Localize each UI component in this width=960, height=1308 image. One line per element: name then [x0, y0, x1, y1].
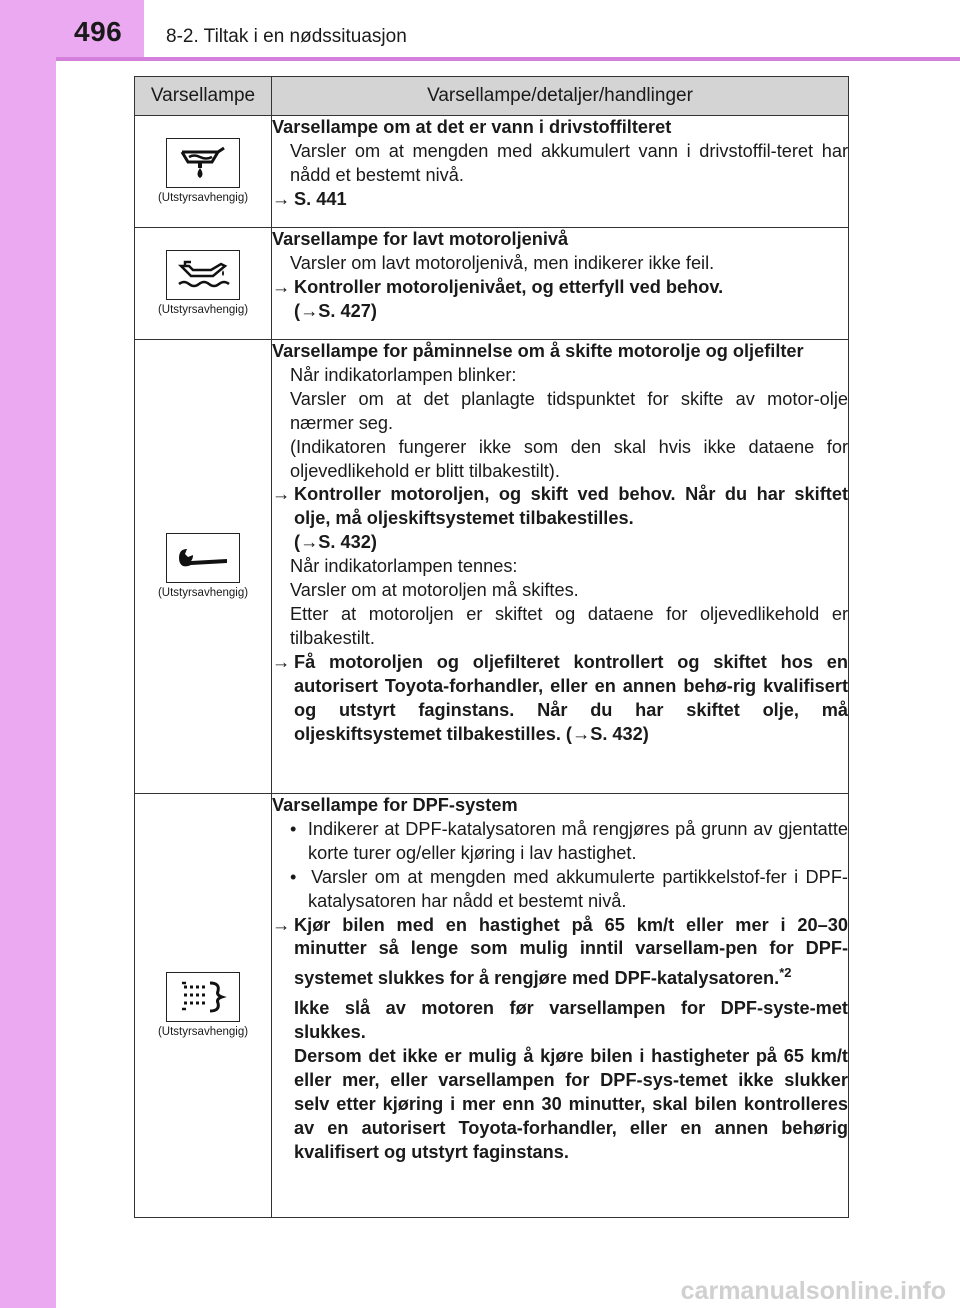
- detail-cell: [272, 116, 849, 228]
- table-row: [135, 794, 849, 1218]
- header-rule: [56, 57, 960, 61]
- paragraph: Etter at motoroljen er skiftet og dataene for oljevedlikehold er tilbakestilt.: [290, 603, 848, 648]
- footnote-marker: *2: [779, 965, 792, 981]
- paragraph: Når indikatorlampen blinker:: [290, 364, 517, 385]
- icon-cell: [135, 116, 272, 228]
- description: Varsler om lavt motoroljenivå, men indikerer ikke feil.: [290, 252, 715, 273]
- table-row: [135, 116, 849, 228]
- page-number: 496: [74, 16, 123, 47]
- arrow-icon: →: [272, 914, 291, 935]
- arrow-icon: →: [272, 276, 291, 297]
- low-engine-oil-level-icon: [166, 250, 240, 300]
- icon-cell: [135, 228, 272, 340]
- table-row: [135, 228, 849, 340]
- paragraph: Ikke slå av motoren før varsellampen for DPF-syste-met slukkes.: [294, 998, 848, 1043]
- paragraph: Dersom det ikke er mulig å kjøre bilen i hastigheter på 65 km/t eller mer, eller varsellampen for DPF-sys-temet ikke slukker selv etter kjøring i mer enn 30 minutter, skal bilen kontrolleres av en autorisert Toyota-forhandler, eller en annen behørig kvalifisert og utstyrt faginstans.: [294, 1046, 848, 1162]
- column-header-lamp: Varsellampe: [135, 77, 272, 116]
- page-reference: (→S. 427): [294, 300, 377, 321]
- icon-cell: [135, 794, 272, 1218]
- watermark: carmanualsonline.info: [680, 1277, 946, 1305]
- detail-cell: [272, 794, 849, 1218]
- sidebar-color-band: [0, 0, 56, 1308]
- page-reference: → S. 441: [272, 188, 848, 212]
- detail-cell: [272, 228, 849, 340]
- page-reference: (→S. 432): [294, 532, 377, 553]
- paragraph: Varsler om at motoroljen må skiftes.: [290, 580, 579, 601]
- description: Varsler om at mengden med akkumulert vann i drivstoffil-teret har nådd et bestemt nivå.: [290, 140, 848, 185]
- paragraph: Varsler om at det planlagte tidspunktet for skifte av motor-olje nærmer seg.: [290, 388, 848, 433]
- action: → Kjør bilen med en hastighet på 65 km/t eller mer i 20–30 minutter så lenge som mulig inntil varsellam-pen for DPF-systemet slukkes for å rengjøre med DPF-katalysatoren.$^{*2}$: [272, 914, 848, 989]
- lamp-title: Varsellampe for DPF-system: [272, 795, 518, 815]
- arrow-icon: →: [272, 484, 291, 505]
- table-row: [135, 340, 849, 794]
- arrow-icon: →: [572, 723, 591, 744]
- arrow-icon: →: [272, 651, 291, 672]
- oil-maintenance-wrench-icon: [166, 533, 240, 583]
- dependency-note: (Utstyrsavhengig): [157, 304, 249, 316]
- action: → Kontroller motoroljen, og skift ved behov. Når du har skiftet olje, må oljeskiftsystemet tilbakestilles.: [272, 484, 848, 529]
- detail-cell: [272, 340, 849, 794]
- lamp-title: Varsellampe for påminnelse om å skifte motorolje og oljefilter: [272, 341, 804, 361]
- paragraph: Når indikatorlampen tennes:: [290, 556, 518, 577]
- water-in-fuel-filter-icon: [166, 138, 240, 188]
- bullet-item: • Indikerer at DPF-katalysatoren må rengjøres på grunn av gjentatte korte turer og/eller kjøring i lav hastighet.: [290, 818, 848, 863]
- lamp-title: Varsellampe om at det er vann i drivstoffilteret: [272, 117, 672, 137]
- table-header-row: [135, 77, 849, 116]
- arrow-icon: →: [300, 532, 319, 553]
- icon-cell: [135, 340, 272, 794]
- bullet-item: • Varsler om at mengden med akkumulerte partikkelstof-fer i DPF-katalysatoren har nådd et bestemt nivå.: [290, 866, 848, 911]
- arrow-icon: →: [300, 300, 319, 321]
- column-header-details: Varsellampe/detaljer/handlinger: [272, 77, 849, 116]
- dependency-note: (Utstyrsavhengig): [157, 1026, 249, 1038]
- dependency-note: (Utstyrsavhengig): [157, 587, 249, 599]
- arrow-icon: →: [272, 188, 291, 209]
- paragraph: (Indikatoren fungerer ikke som den skal hvis ikke dataene for oljevedlikehold er blitt tilbakestilt).: [290, 436, 848, 481]
- lamp-title: Varsellampe for lavt motoroljenivå: [272, 229, 569, 249]
- action: → Få motoroljen og oljefilteret kontrollert og skiftet hos en autorisert Toyota-forhandler, eller en annen behø-rig kvalifisert og utstyrt faginstans. Når du har skiftet olje, må oljeskiftsystemet tilbakestilles. (→S. 432): [272, 651, 848, 744]
- section-title: 8-2. Tiltak i en nødssituasjon: [166, 26, 407, 47]
- warning-lamp-table: [134, 76, 849, 1218]
- action: → Kontroller motoroljenivået, og etterfyll ved behov.: [272, 276, 848, 300]
- dependency-note: (Utstyrsavhengig): [157, 192, 249, 204]
- dpf-system-icon: [166, 972, 240, 1022]
